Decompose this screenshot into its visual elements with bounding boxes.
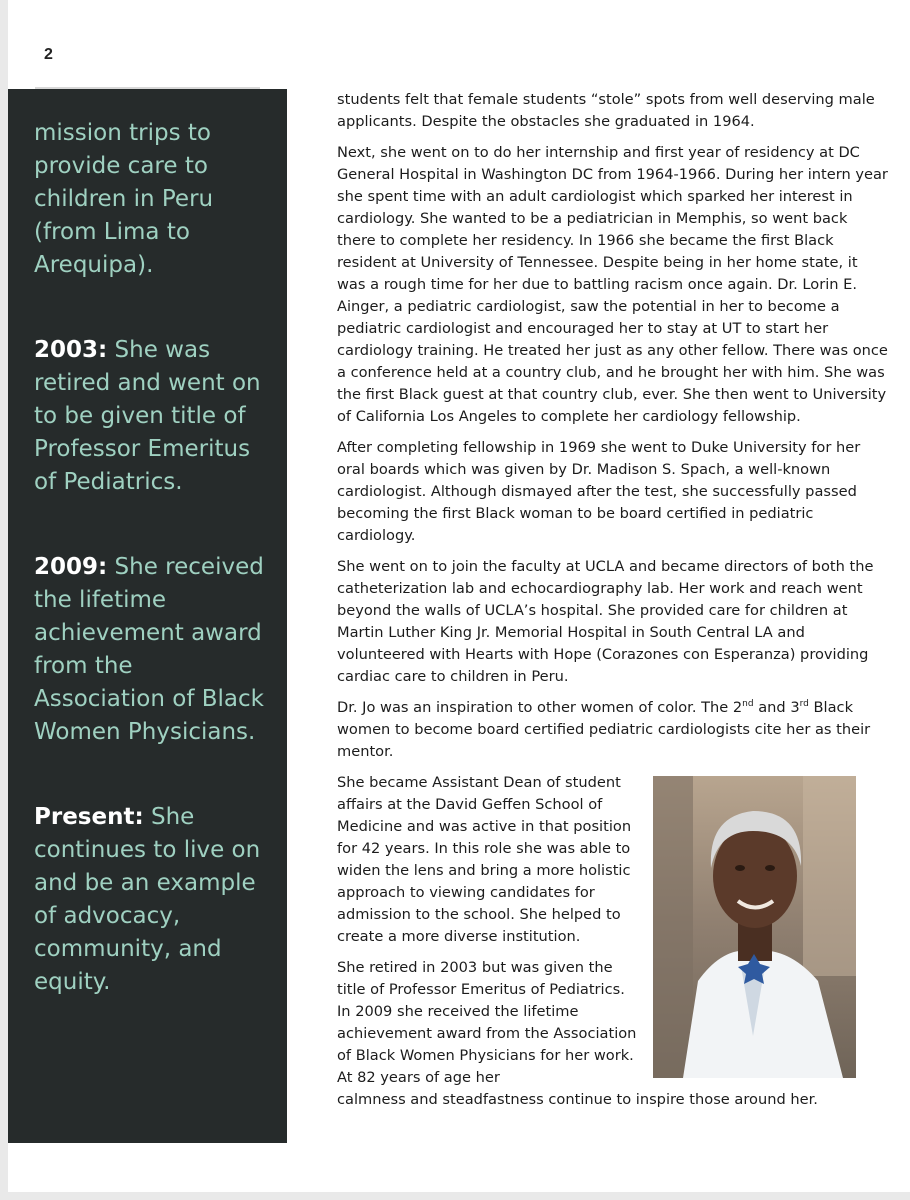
portrait-photo [653,776,856,1078]
paragraph: She went on to join the faculty at UCLA and became directors of both the catheterization lab and echocardiography lab. Her work and reach went beyond the walls of UCLA’s hospital. She provided care for children at Martin Luther King Jr. Memorial Hospital in South Central LA and volunteered with Hearts with Hope (Corazones con Esperanza) providing cardiac care to children in Peru. [337,558,874,685]
paragraph [337,697,889,763]
sidebar-intro: mission trips to provide care to children in Peru (from Lima to Arequipa). [34,120,214,278]
page-number: 2 [44,46,53,63]
paragraph-text: Dr. Jo was an inspiration to other women of color. The 2 [337,699,743,716]
paragraph: She became Assistant Dean of student affairs at the David Geffen School of Medicine and was active in that position for 42 years. In this role she was able to widen the lens and bring a more holistic approach to viewing candidates for admission to the school. She helped to create a more diverse institution. [337,774,632,945]
timeline-sidebar [8,89,287,1143]
paragraph: After completing fellowship in 1969 she went to Duke University for her oral boards which was given by Dr. Madison S. Spach, a well-known cardiologist. Although dismayed after the test, she successfully passed becoming the first Black woman to be board certified in pediatric cardiology. [337,439,861,544]
paragraph-text: She retired in 2003 but was given the title of Professor Emeritus of Pediatrics. In 2009 she received the lifetime achievement award from the Association of Black Women Physicians for her work. At 82 years of age her [337,959,637,1086]
paragraph-text: and 3 [753,699,800,716]
timeline-year: Present: [34,804,144,830]
timeline-entry-2003 [34,334,267,499]
timeline-text: She continues to live on and be an example of advocacy, community, and equity. [34,804,261,995]
superscript: nd [742,699,754,710]
body-text-column [337,89,889,1111]
paragraph-text: Black women to become board certified pediatric cardiologists cite her as their mentor. [337,699,871,760]
paragraph: Next, she went on to do her internship and first year of residency at DC General Hospital in Washington DC from 1964-1966. During her intern year she spent time with an adult cardiologist which sparked her interest in cardiology. She wanted to be a pediatrician in Memphis, so went back there to complete her residency. In 1966 she became the first Black resident at University of Tennessee. Despite being in her home state, it was a rough time for her due to battling racism once again. Dr. Lorin E. Ainger, a pediatric cardiologist, saw the potential in her to become a pediatric cardiologist and encouraged her to stay at UT to start her cardiology training. He treated her just as any other fellow. There was once a conference held at a country club, and he brought her with him. She was the first Black guest at that country club, ever. She then went to University of California Los Angeles to complete her cardiology fellowship. [337,144,888,425]
photo-section [337,772,889,1111]
paragraph-text: calmness and steadfastness continue to inspire those around her. [337,1091,818,1108]
timeline-text: She was retired and went on to be given title of Professor Emeritus of Pediatrics. [34,337,261,495]
paragraph: students felt that female students “stole” spots from well deserving male applicants. Despite the obstacles she graduated in 1964. [337,91,875,130]
timeline-year: 2003: [34,337,108,363]
superscript: rd [799,699,809,710]
timeline-entry-present [34,801,267,999]
timeline-text: She received the lifetime achievement award from the Association of Black Women Physicians. [34,554,264,745]
timeline-year: 2009: [34,554,108,580]
timeline-entry-2009 [34,551,267,749]
